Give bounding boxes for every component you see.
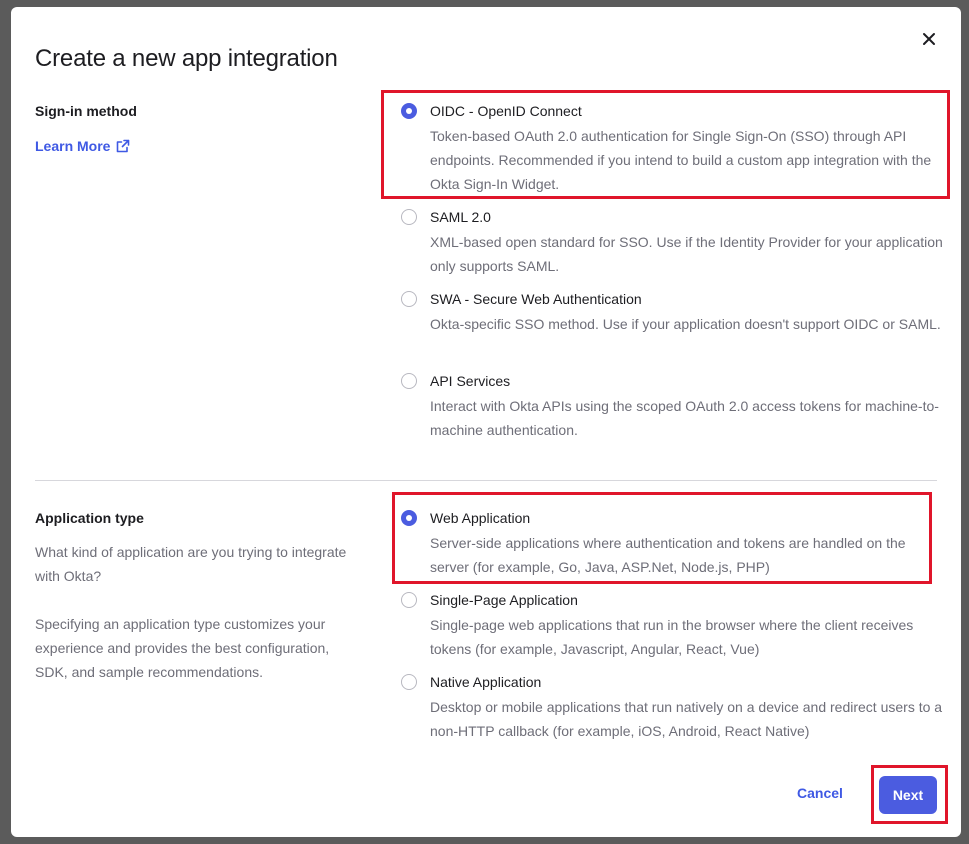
application-type-help: Specifying an application type customizes your experience and provides the best configuration, SDK, and sample recommendations. bbox=[35, 616, 330, 680]
option-label[interactable]: API Services bbox=[430, 373, 511, 389]
option-description: Desktop or mobile applications that run natively on a device and redirect users to a non-HTTP callback (for example, iOS, Android, React Native) bbox=[430, 699, 943, 739]
close-button[interactable] bbox=[917, 27, 941, 51]
learn-more-link[interactable] bbox=[35, 138, 130, 154]
option-label[interactable]: OIDC - OpenID Connect bbox=[430, 103, 582, 119]
option-label[interactable]: Native Application bbox=[430, 674, 542, 690]
radio-web-application[interactable] bbox=[401, 510, 417, 526]
learn-more-label: Learn More bbox=[35, 138, 111, 154]
application-type-question: What kind of application are you trying to integrate with Okta? bbox=[35, 544, 347, 584]
next-button[interactable]: Next bbox=[879, 776, 937, 814]
option-description: Server-side applications where authentication and tokens are handled on the server (for example, Go, Java, ASP.Net, Node.js, PHP) bbox=[430, 535, 906, 575]
option-label[interactable]: SAML 2.0 bbox=[430, 209, 491, 225]
option-label[interactable]: SWA - Secure Web Authentication bbox=[430, 291, 642, 307]
radio-native-application[interactable] bbox=[401, 674, 417, 690]
radio-oidc[interactable] bbox=[401, 103, 417, 119]
option-description: XML-based open standard for SSO. Use if the Identity Provider for your application only supports SAML. bbox=[430, 234, 943, 274]
option-description: Okta-specific SSO method. Use if your application doesn't support OIDC or SAML. bbox=[430, 316, 941, 332]
application-type-label: Application type bbox=[35, 510, 144, 526]
radio-api-services[interactable] bbox=[401, 373, 417, 389]
radio-single-page-application[interactable] bbox=[401, 592, 417, 608]
radio-swa[interactable] bbox=[401, 291, 417, 307]
radio-saml[interactable] bbox=[401, 209, 417, 225]
option-description: Token-based OAuth 2.0 authentication for Single Sign-On (SSO) through API endpoints. Recommended if you intend to build a custom app integration with the Okta Sign-In Widget. bbox=[430, 128, 932, 192]
section-divider bbox=[35, 480, 937, 481]
option-label[interactable]: Single-Page Application bbox=[430, 592, 578, 608]
create-app-dialog bbox=[11, 7, 961, 837]
option-label[interactable]: Web Application bbox=[430, 510, 531, 526]
close-icon bbox=[917, 27, 941, 51]
option-description: Single-page web applications that run in the browser where the client receives tokens (for example, Javascript, Angular, React, Vue) bbox=[430, 617, 914, 657]
cancel-button[interactable]: Cancel bbox=[797, 785, 843, 801]
option-description: Interact with Okta APIs using the scoped OAuth 2.0 access tokens for machine-to-machine authentication. bbox=[430, 398, 939, 438]
external-link-icon bbox=[116, 139, 130, 153]
dialog-title: Create a new app integration bbox=[35, 45, 338, 72]
sign-in-method-label: Sign-in method bbox=[35, 103, 137, 119]
